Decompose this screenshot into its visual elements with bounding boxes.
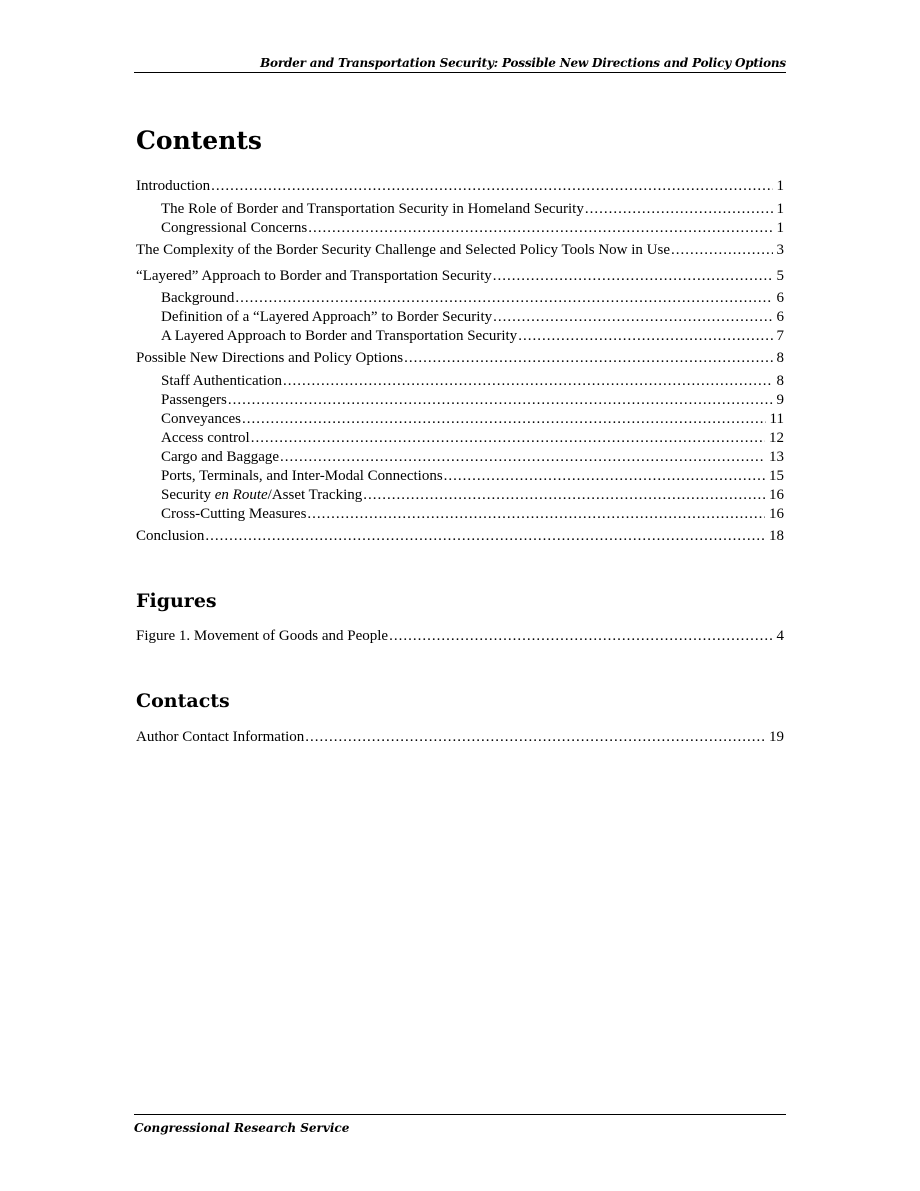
toc-entry-title: “Layered” Approach to Border and Transportation Security — [136, 268, 492, 284]
toc-entry-title: The Complexity of the Border Security Challenge and Selected Policy Tools Now in Use — [136, 242, 670, 258]
toc-entry-title-prefix: Security — [161, 487, 215, 503]
toc-entry-page: 6 — [773, 289, 785, 308]
toc-entry-title: Staff Authentication — [161, 373, 282, 389]
dot-leader — [235, 289, 772, 308]
toc-entry[interactable] — [161, 467, 784, 486]
toc-entry-title: Congressional Concerns — [161, 220, 308, 236]
toc-entry-page: 18 — [765, 527, 784, 546]
toc-entry-page: 8 — [773, 349, 785, 368]
toc-entry-title: Cross-Cutting Measures — [161, 506, 307, 522]
toc-entry[interactable] — [161, 200, 784, 219]
figure-entry[interactable] — [136, 627, 784, 646]
toc-entry[interactable] — [136, 527, 784, 546]
toc-entry-page: 1 — [773, 200, 785, 219]
dot-leader — [671, 241, 773, 260]
dot-leader — [518, 327, 772, 346]
toc-entry-page: 11 — [766, 410, 784, 429]
toc-entry-page: 9 — [773, 391, 785, 410]
dot-leader — [493, 308, 772, 327]
toc-entry[interactable] — [161, 429, 784, 448]
dot-leader — [305, 728, 765, 747]
toc-entry[interactable] — [136, 267, 784, 286]
toc-entry-page: 4 — [773, 627, 785, 646]
toc-entry[interactable] — [136, 241, 784, 260]
dot-leader — [280, 448, 765, 467]
toc-entry-title-suffix: /Asset Tracking — [267, 487, 363, 503]
dot-leader — [444, 467, 765, 486]
toc-entry-page: 3 — [773, 241, 785, 260]
dot-leader — [308, 219, 772, 238]
toc-entry[interactable] — [136, 177, 784, 196]
toc-entry-title: The Role of Border and Transportation Security in Homeland Security — [161, 201, 584, 217]
dot-leader — [211, 177, 772, 196]
toc-entry[interactable] — [161, 327, 784, 346]
dot-leader — [251, 429, 765, 448]
dot-leader — [307, 505, 765, 524]
toc-entry-title: Passengers — [161, 392, 227, 408]
toc-entry[interactable] — [161, 219, 784, 238]
toc-entry-page: 15 — [765, 467, 784, 486]
toc-entry-page: 12 — [765, 429, 784, 448]
toc-entry-title: Ports, Terminals, and Inter-Modal Connections — [161, 468, 443, 484]
toc-entry-title: Background — [161, 290, 235, 306]
toc-entry-title: Conveyances — [161, 411, 241, 427]
toc-entry[interactable] — [161, 308, 784, 327]
dot-leader — [228, 391, 773, 410]
toc-entry-page: 7 — [773, 327, 785, 346]
toc-entry-page: 16 — [765, 505, 784, 524]
toc-entry-page: 1 — [773, 219, 785, 238]
dot-leader — [363, 486, 765, 505]
toc-entry-title: Cargo and Baggage — [161, 449, 280, 465]
figures-title: Figures — [136, 590, 217, 612]
toc-entry-page: 8 — [773, 372, 785, 391]
contact-entry[interactable] — [136, 728, 784, 747]
toc-entry-title — [161, 486, 363, 505]
running-header: Border and Transportation Security: Possible New Directions and Policy Options — [134, 56, 786, 73]
toc-entry[interactable] — [161, 486, 784, 505]
running-footer: Congressional Research Service — [134, 1114, 786, 1135]
toc-entry[interactable] — [136, 349, 784, 368]
toc-entry-page: 1 — [773, 177, 785, 196]
toc-entry-title: Access control — [161, 430, 250, 446]
toc-entry-page: 13 — [765, 448, 784, 467]
dot-leader — [242, 410, 766, 429]
dot-leader — [493, 267, 773, 286]
toc-entry-title: Introduction — [136, 178, 211, 194]
toc-entry-title: Author Contact Information — [136, 729, 305, 745]
toc-entry[interactable] — [161, 391, 784, 410]
toc-entry-page: 19 — [765, 728, 784, 747]
toc-entry-title: Figure 1. Movement of Goods and People — [136, 628, 389, 644]
dot-leader — [404, 349, 772, 368]
toc-entry-title-italic: en Route — [214, 487, 268, 503]
toc-entry-title: Possible New Directions and Policy Options — [136, 350, 404, 366]
dot-leader — [585, 200, 773, 219]
toc-entry[interactable] — [161, 505, 784, 524]
toc-entry[interactable] — [161, 410, 784, 429]
toc-entry[interactable] — [161, 289, 784, 308]
toc-entry-page: 5 — [773, 267, 785, 286]
dot-leader — [205, 527, 765, 546]
dot-leader — [389, 627, 772, 646]
page-title: Contents — [136, 126, 263, 155]
toc-entry[interactable] — [161, 372, 784, 391]
toc-entry-title: Conclusion — [136, 528, 205, 544]
toc-entry-page: 6 — [773, 308, 785, 327]
contacts-title: Contacts — [136, 690, 230, 712]
toc-entry-title: Definition of a “Layered Approach” to Border Security — [161, 309, 493, 325]
toc-entry[interactable] — [161, 448, 784, 467]
toc-entry-page: 16 — [765, 486, 784, 505]
dot-leader — [283, 372, 773, 391]
toc-entry-title: A Layered Approach to Border and Transportation Security — [161, 328, 518, 344]
